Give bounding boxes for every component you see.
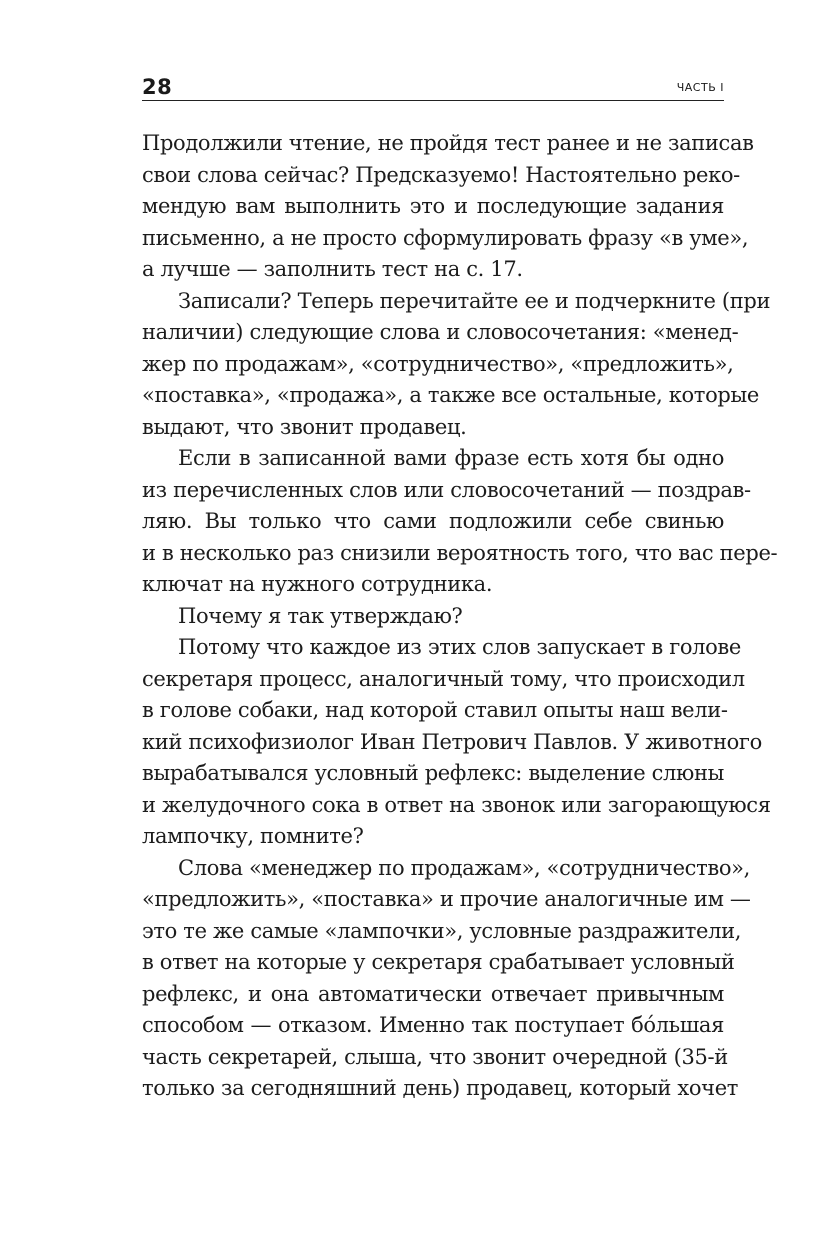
text-line: а лучше — заполнить тест на с. 17. bbox=[142, 257, 523, 281]
text-line: и желудочного сока в ответ на звонок или загорающуюся bbox=[142, 792, 771, 817]
text-line: наличии) следующие слова и словосочетания: «менед- bbox=[142, 320, 739, 344]
text-line: часть секретарей, слыша, что звонит очередной (35-й bbox=[142, 1044, 728, 1069]
text-line: способом — отказом. Именно так поступает бóльшая bbox=[142, 1013, 724, 1037]
running-head: ЧАСТЬ I bbox=[676, 81, 724, 94]
text-line: из перечисленных слов или словосочетаний — поздрав- bbox=[142, 477, 751, 502]
paragraph bbox=[142, 443, 778, 601]
text-line: Если в записанной вами фразе есть хотя бы одно bbox=[178, 446, 724, 470]
paragraph bbox=[142, 128, 754, 286]
text-line: Записали? Теперь перечитайте ее и подчеркните (при bbox=[178, 288, 771, 313]
text-line: вырабатывался условный рефлекс: выделение слюны bbox=[142, 761, 724, 785]
page-header bbox=[142, 74, 724, 100]
text-line: в ответ на которые у секретаря срабатывает условный bbox=[142, 950, 735, 974]
text-line: Слова «менеджер по продажам», «сотрудничество», bbox=[178, 855, 750, 880]
text-line: лампочку, помните? bbox=[142, 824, 364, 848]
text-line: только за сегодняшний день) продавец, который хочет bbox=[142, 1076, 739, 1100]
paragraph bbox=[142, 853, 751, 1105]
text-line: выдают, что звонит продавец. bbox=[142, 414, 467, 439]
text-line: Продолжили чтение, не пройдя тест ранее и не записав bbox=[142, 131, 754, 155]
text-line: письменно, а не просто сформулировать фразу «в уме», bbox=[142, 225, 749, 250]
text-line: и в несколько раз снизили вероятность того, что вас пере- bbox=[142, 540, 778, 565]
paragraph bbox=[142, 632, 771, 853]
text-line: кий психофизиолог Иван Петрович Павлов. У животного bbox=[142, 729, 762, 754]
header-rule bbox=[142, 100, 724, 101]
paragraph bbox=[142, 601, 724, 633]
text-line: ляю. Вы только что сами подложили себе свинью bbox=[142, 509, 724, 533]
text-line: ключат на нужного сотрудника. bbox=[142, 572, 493, 596]
text-line: в голове собаки, над которой ставил опыты наш вели- bbox=[142, 698, 728, 722]
body-text bbox=[142, 128, 778, 1105]
text-line: «поставка», «продажа», а также все остальные, которые bbox=[142, 383, 759, 407]
text-line: свои слова сейчас? Предсказуемо! Настоятельно реко- bbox=[142, 162, 740, 187]
text-line: жер по продажам», «сотрудничество», «предложить», bbox=[142, 351, 734, 376]
page-number: 28 bbox=[142, 75, 173, 99]
text-line: это те же самые «лампочки», условные раздражители, bbox=[142, 918, 742, 943]
text-line: Почему я так утверждаю? bbox=[178, 603, 463, 628]
text-line: мендую вам выполнить это и последующие задания bbox=[142, 194, 724, 218]
paragraph bbox=[142, 286, 771, 444]
text-line: Потому что каждое из этих слов запускает в голове bbox=[178, 635, 741, 659]
text-line: секретаря процесс, аналогичный тому, что происходил bbox=[142, 666, 745, 691]
text-line: рефлекс, и она автоматически отвечает привычным bbox=[142, 981, 724, 1006]
text-line: «предложить», «поставка» и прочие аналогичные им — bbox=[142, 887, 751, 911]
